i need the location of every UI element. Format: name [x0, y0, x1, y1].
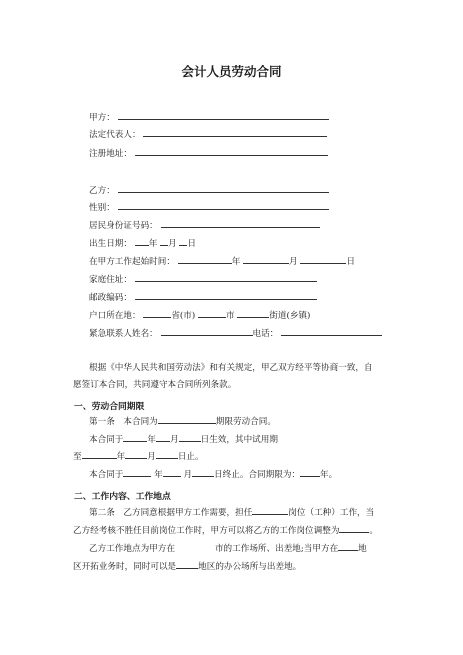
article-2-line-2	[73, 523, 378, 540]
postcode-field[interactable]	[135, 290, 317, 300]
id-number-field[interactable]	[161, 218, 320, 228]
effective-year-field[interactable]	[123, 432, 147, 442]
party-a-label: 甲方：	[89, 113, 115, 123]
gender-field[interactable]	[118, 200, 329, 210]
legal-rep-field[interactable]	[143, 127, 327, 137]
adjusted-position-field[interactable]	[339, 523, 369, 533]
dob-row	[89, 236, 196, 248]
dob-label: 出生日期：	[89, 239, 132, 249]
id-number-label: 居民身份证号码：	[89, 221, 158, 231]
effective-month-unit: 月	[170, 435, 179, 445]
effective-month-field[interactable]	[156, 432, 170, 442]
start-day-field[interactable]	[300, 254, 346, 264]
party-b-row	[89, 183, 329, 195]
effective-day-text: 日生效，其中试用期	[200, 435, 278, 445]
reg-address-row	[89, 146, 328, 158]
section-1-heading: 一、劳动合同期限	[74, 402, 145, 412]
probation-year-unit: 年	[116, 452, 126, 462]
workplace-text-b: 市的工作场所、出差地;当甲方在	[214, 544, 339, 554]
id-number-row	[89, 218, 320, 230]
probation-day-field[interactable]	[156, 449, 178, 459]
emergency-name-field[interactable]	[161, 326, 253, 336]
emergency-row	[89, 326, 382, 338]
workplace-text-c: 地	[358, 544, 367, 554]
gender-label: 性别：	[89, 203, 115, 213]
preamble-line-1: 根据《中华人民共和国劳动法》和有关规定，甲乙双方经平等协商一致，自	[89, 363, 373, 373]
termination-day-text: 日终止。合同期限为：	[214, 470, 301, 480]
probation-end-text: 日止。	[177, 452, 204, 462]
term-years-unit: 年。	[320, 470, 338, 480]
hukou-label: 户口所在地：	[89, 311, 141, 321]
article-2-line-3	[89, 541, 367, 558]
legal-rep-row	[89, 127, 327, 139]
hukou-city-unit: 市	[225, 311, 235, 321]
contract-type-field[interactable]	[158, 414, 216, 424]
phone-field[interactable]	[281, 326, 382, 336]
article-1-line-1	[89, 414, 276, 431]
workplace-text-e: 地区的办公场所与出差地。	[198, 562, 302, 572]
reg-address-label: 注册地址：	[89, 149, 132, 159]
hukou-province-unit: 省(市)	[171, 311, 196, 321]
home-address-field[interactable]	[135, 272, 317, 282]
document-title: 会计人员劳动合同	[181, 64, 282, 79]
article-1-line-3	[73, 449, 204, 466]
effective-day-field[interactable]	[179, 432, 201, 442]
article-1-line-2	[89, 432, 278, 449]
effective-text: 本合同于	[89, 435, 124, 445]
termination-month-unit: 月	[183, 470, 193, 480]
preamble-line-2: 愿签订本合同，共同遵守本合同所列条款。	[73, 380, 237, 390]
probation-month-unit: 月	[147, 452, 156, 462]
article-2-text-b: 岗位（工种）工作，当	[288, 508, 375, 518]
home-address-row	[89, 272, 317, 284]
start-date-label: 在甲方工作起始时间：	[89, 257, 175, 267]
termination-year-field[interactable]	[123, 467, 151, 477]
workplace-text-d: 区开拓业务时，同时可以是	[73, 562, 177, 572]
article-1-text-b: 期限劳动合同。	[215, 417, 276, 427]
postcode-row	[89, 290, 317, 302]
party-a-field[interactable]	[118, 110, 329, 120]
dob-month-unit: 月	[168, 239, 177, 249]
party-b-field[interactable]	[118, 183, 329, 193]
reg-address-field[interactable]	[135, 146, 328, 156]
business-area-field[interactable]	[338, 541, 358, 551]
hukou-street-unit: 街道(乡镇)	[269, 311, 311, 321]
article-2-line-4	[73, 559, 301, 576]
term-years-field[interactable]	[300, 467, 320, 477]
hukou-province-field[interactable]	[143, 308, 171, 318]
workplace-text-a: 乙方工作地点为甲方在	[89, 544, 175, 554]
phone-label: 电话：	[252, 329, 279, 339]
hukou-row	[89, 308, 310, 320]
termination-year-unit: 年	[154, 470, 163, 480]
termination-month-field[interactable]	[163, 467, 181, 477]
probation-to-text: 至	[73, 452, 82, 462]
effective-year-unit: 年	[147, 435, 156, 445]
dob-year-field[interactable]	[135, 236, 149, 246]
hukou-city-field[interactable]	[198, 308, 226, 318]
start-month-field[interactable]	[243, 254, 289, 264]
start-day-unit: 日	[346, 257, 355, 267]
hukou-street-field[interactable]	[237, 308, 269, 318]
article-2-line-1	[89, 505, 374, 522]
termination-day-field[interactable]	[192, 467, 214, 477]
dob-year-unit: 年	[148, 239, 158, 249]
party-b-label: 乙方：	[89, 186, 115, 196]
dob-month-field[interactable]	[160, 236, 168, 246]
start-month-unit: 月	[289, 257, 298, 267]
emergency-label: 紧急联系人姓名：	[89, 329, 158, 339]
probation-year-field[interactable]	[82, 449, 117, 459]
start-date-row	[89, 254, 355, 266]
termination-text: 本合同于	[89, 470, 124, 480]
article-2-text-d: 。	[369, 526, 379, 536]
home-address-label: 家庭住址：	[89, 275, 132, 285]
position-field[interactable]	[252, 505, 288, 515]
legal-rep-label: 法定代表人：	[89, 130, 141, 140]
postcode-label: 邮政编码：	[89, 293, 132, 303]
article-1-line-4	[89, 467, 337, 484]
dob-day-unit: 日	[187, 239, 197, 249]
start-year-unit: 年	[231, 257, 241, 267]
article-2-text-a: 第二条 乙方同意根据甲方工作需要，担任	[89, 508, 253, 518]
party-a-row	[89, 110, 329, 122]
probation-month-field[interactable]	[125, 449, 147, 459]
area-office-field[interactable]	[176, 559, 198, 569]
gender-row	[89, 200, 329, 212]
start-year-field[interactable]	[178, 254, 232, 264]
article-1-text-a: 第一条 本合同为	[89, 417, 158, 427]
section-2-heading: 二、工作内容、工作地点	[74, 492, 171, 502]
article-2-text-c: 乙方经考核不胜任目前岗位工作时，甲方可以将乙方的工作岗位调整为	[73, 526, 340, 536]
